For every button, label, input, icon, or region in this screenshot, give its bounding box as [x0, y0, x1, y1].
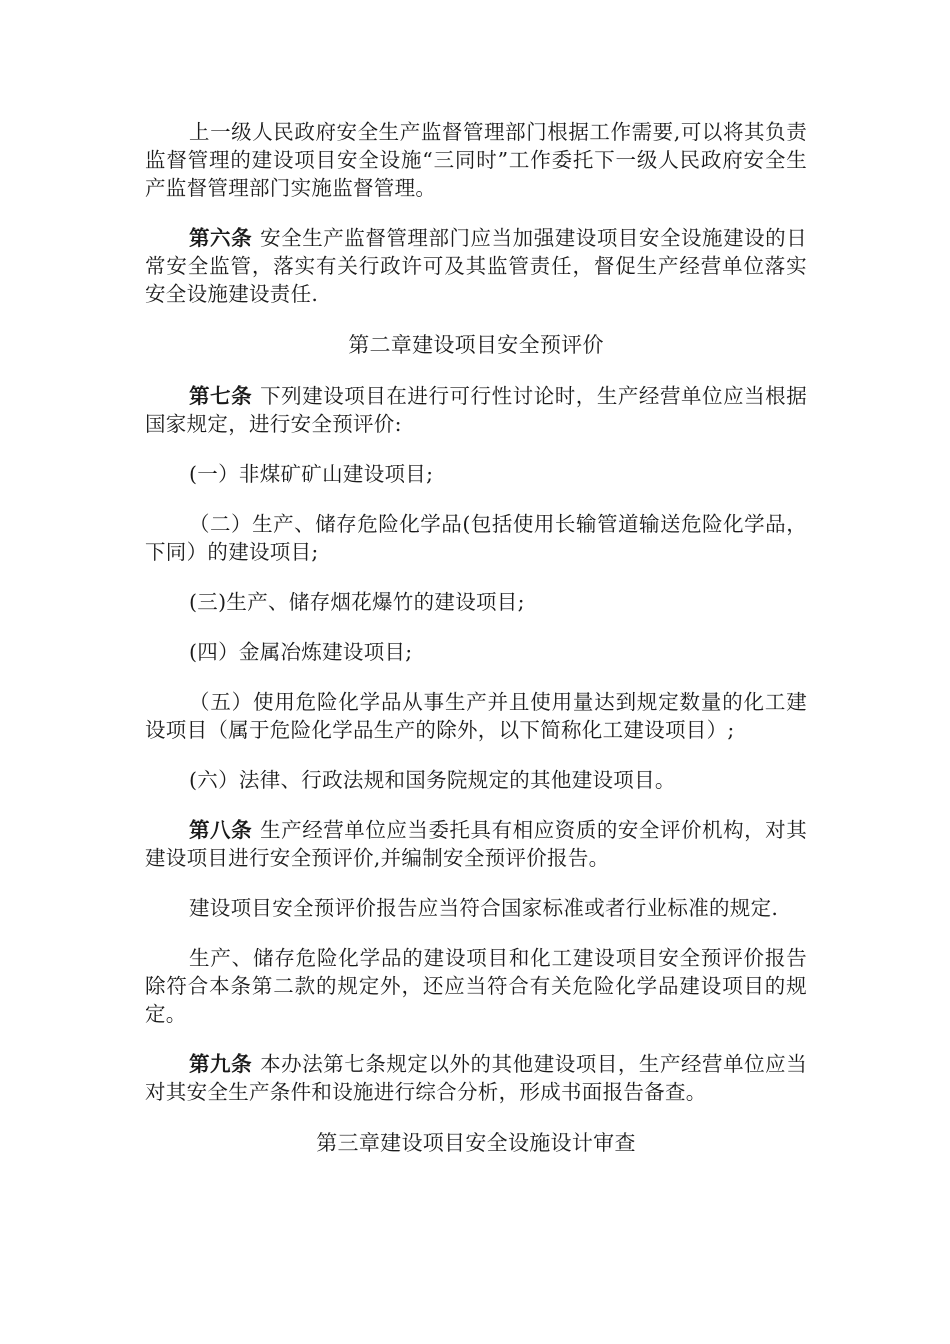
article-number: 第八条 — [189, 818, 253, 842]
list-item — [145, 460, 807, 488]
paragraph-text: (三)生产、储存烟花爆竹的建设项目; — [189, 590, 525, 614]
paragraph-text: （二）生产、储存危险化学品(包括使用长输管道输送危险化学品，下同）的建设项目; — [145, 512, 807, 564]
paragraph — [145, 816, 807, 872]
paragraph-text: (四）金属冶炼建设项目; — [189, 640, 413, 664]
list-item — [145, 588, 807, 616]
paragraph — [145, 118, 807, 202]
paragraph-text: (六）法律、行政法规和国务院规定的其他建设项目。 — [189, 768, 676, 792]
paragraph — [145, 944, 807, 1028]
article-number: 第七条 — [189, 384, 253, 408]
paragraph-text: 下列建设项目在进行可行性讨论时，生产经营单位应当根据国家规定，进行安全预评价: — [145, 384, 807, 436]
chapter-heading: 第二章建设项目安全预评价 — [348, 333, 604, 357]
paragraph — [145, 894, 807, 922]
list-item — [145, 688, 807, 744]
paragraph-text: 生产经营单位应当委托具有相应资质的安全评价机构，对其建设项目进行安全预评价,并编制安全预评价报告。 — [145, 818, 807, 870]
paragraph-text: 建设项目安全预评价报告应当符合国家标准或者行业标准的规定. — [189, 896, 779, 920]
paragraph — [145, 1050, 807, 1106]
document-page — [145, 118, 807, 1180]
list-item — [145, 638, 807, 666]
list-item — [145, 766, 807, 794]
paragraph-text: 上一级人民政府安全生产监督管理部门根据工作需要,可以将其负责监督管理的建设项目安全设施“三同时”工作委托下一级人民政府安全生产监督管理部门实施监督管理。 — [145, 120, 807, 200]
paragraph-text: 安全生产监督管理部门应当加强建设项目安全设施建设的日常安全监管，落实有关行政许可及其监管责任，督促生产经营单位落实安全设施建设责任. — [145, 226, 807, 306]
chapter-heading: 第三章建设项目安全设施设计审查 — [316, 1131, 636, 1155]
paragraph — [145, 382, 807, 438]
paragraph-text: (一）非煤矿矿山建设项目; — [189, 462, 434, 486]
article-number: 第九条 — [189, 1052, 253, 1076]
paragraph — [145, 224, 807, 308]
paragraph-text: 本办法第七条规定以外的其他建设项目，生产经营单位应当对其安全生产条件和设施进行综合分析，形成书面报告备查。 — [145, 1052, 807, 1104]
list-item — [145, 510, 807, 566]
paragraph-text: （五）使用危险化学品从事生产并且使用量达到规定数量的化工建设项目（属于危险化学品生产的除外，以下简称化工建设项目）; — [145, 690, 807, 742]
article-number: 第六条 — [189, 226, 253, 250]
paragraph-text: 生产、储存危险化学品的建设项目和化工建设项目安全预评价报告除符合本条第二款的规定外，还应当符合有关危险化学品建设项目的规定。 — [145, 946, 807, 1026]
